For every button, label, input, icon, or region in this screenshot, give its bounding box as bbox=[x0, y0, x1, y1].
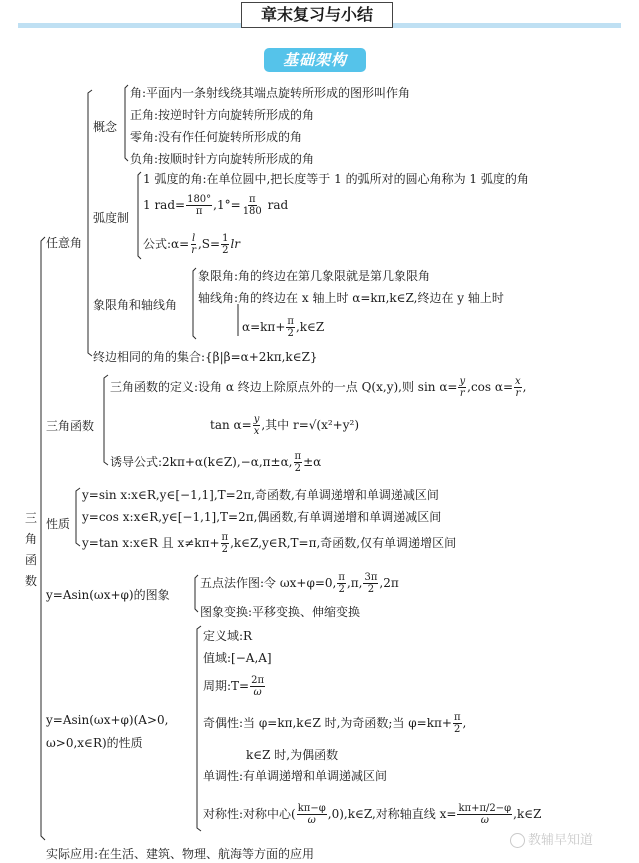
range: 值域:[−A,A] bbox=[203, 651, 272, 665]
sec2-title: 三角函数 bbox=[46, 419, 95, 433]
concept-item-1: 角:平面内一条射线绕其端点旋转所形成的图形叫作角 bbox=[130, 86, 411, 100]
graph-transform: 图象变换:平移变换、伸缩变换 bbox=[200, 605, 361, 619]
parity-line-2: k∈Z 时,为偶函数 bbox=[246, 748, 339, 762]
sec4-brace bbox=[195, 575, 198, 612]
symmetry: 对称性:对称中心( $\frac{k\pi-\varphi}{\omega}$ ,0),k∈Z,对称轴直线 x= $\frac{k\pi+\pi/2-\varphi}{\omega}$ ,k∈Z bbox=[203, 803, 542, 826]
five-point-method: 五点法作图:令 ωx+φ=0, $\frac{\pi}{2}$ ,π, $\frac{3\pi}{2}$ ,2π bbox=[200, 572, 399, 595]
concept-item-2: 正角:按逆时针方向旋转所形成的角 bbox=[130, 108, 315, 122]
watermark-logo-icon bbox=[510, 833, 525, 848]
quadrant-angle: 象限角:角的终边在第几象限就是第几象限角 bbox=[198, 269, 431, 283]
radian-brace bbox=[138, 172, 141, 259]
root-brace bbox=[41, 237, 45, 840]
radian-label: 弧度制 bbox=[93, 211, 130, 225]
sec4-title: y=Asin(ωx+φ)的图象 bbox=[46, 588, 170, 602]
period: 周期:T= $\frac{2\pi}{\omega}$ bbox=[203, 675, 265, 698]
section-badge: 基础架构 bbox=[264, 48, 366, 72]
root-label: 三角函数 bbox=[24, 511, 37, 588]
radian-def: 1 弧度的角:在单位圆中,把长度等于 1 的弧所对的圆心角称为 1 弧度的角 bbox=[143, 172, 529, 186]
quadrant-label: 象限角和轴线角 bbox=[93, 298, 178, 312]
trig-tan: tan α= $\frac{y}{x}$ ,其中 r=√(x²+y²) bbox=[210, 414, 359, 437]
induction-formula: 诱导公式:2kπ+α(k∈Z),−α,π±α, $\frac{\pi}{2}$ ±α bbox=[110, 451, 322, 474]
sec1-title: 任意角 bbox=[46, 236, 83, 250]
sin-property: y=sin x:x∈R,y∈[−1,1],T=2π,奇函数,有单调递增和单调递减区间 bbox=[82, 488, 439, 502]
concept-item-3: 零角:没有作任何旋转所形成的角 bbox=[130, 130, 303, 144]
axis-angle: 轴线角:角的终边在 x 轴上时 α=kπ,k∈Z,终边在 y 轴上时 bbox=[198, 291, 504, 305]
concept-label: 概念 bbox=[93, 120, 118, 134]
sec5-title-2: ω>0,x∈R)的性质 bbox=[46, 736, 143, 750]
domain: 定义域:R bbox=[203, 629, 253, 643]
axis-angle-formula: α=kπ+ $\frac{\pi}{2}$ ,k∈Z bbox=[242, 316, 325, 339]
sec5-title-1: y=Asin(ωx+φ)(A>0, bbox=[46, 713, 169, 727]
application: 实际应用:在生活、建筑、物理、航海等方面的应用 bbox=[46, 847, 315, 861]
tan-property: y=tan x:x∈R 且 x≠kπ+ $\frac{\pi}{2}$ ,k∈Z,y∈R,T=π,奇函数,仅有单调递增区间 bbox=[82, 532, 457, 555]
coterminal-set: 终边相同的角的集合:{β|β=α+2kπ,k∈Z} bbox=[93, 350, 318, 364]
quadrant-brace bbox=[193, 268, 196, 339]
trig-definition: 三角函数的定义:设角 α 终边上除原点外的一点 Q(x,y),则 sin α= $\frac{y}{r}$ ,cos α= $\frac{x}{r}$ , bbox=[110, 376, 527, 399]
parity: 奇偶性:当 φ=kπ,k∈Z 时,为奇函数;当 φ=kπ+ $\frac{\pi}{2}$ , bbox=[203, 712, 467, 735]
radian-conversion: 1 rad= $\frac{180^\circ}{\pi}$ ,1°= $\frac{\pi}{180}$ rad bbox=[143, 194, 289, 217]
concept-brace bbox=[125, 85, 128, 161]
sec3-brace bbox=[76, 488, 80, 546]
cos-property: y=cos x:x∈R,y∈[−1,1],T=2π,偶函数,有单调递增和单调递减区间 bbox=[82, 510, 442, 524]
radian-formula: 公式:α= $\frac{l}{r}$ ,S= $\frac{1}{2}$ lr bbox=[143, 233, 241, 256]
chapter-title: 章末复习与小结 bbox=[241, 2, 393, 28]
monotonicity: 单调性:有单调递增和单调递减区间 bbox=[203, 769, 388, 783]
concept-item-4: 负角:按顺时针方向旋转所形成的角 bbox=[130, 152, 315, 166]
watermark: 教辅早知道 bbox=[510, 829, 593, 848]
sec2-brace bbox=[104, 375, 108, 465]
sec3-title: 性质 bbox=[46, 517, 71, 531]
sec1-brace bbox=[88, 90, 92, 356]
sec5-brace bbox=[197, 626, 201, 831]
